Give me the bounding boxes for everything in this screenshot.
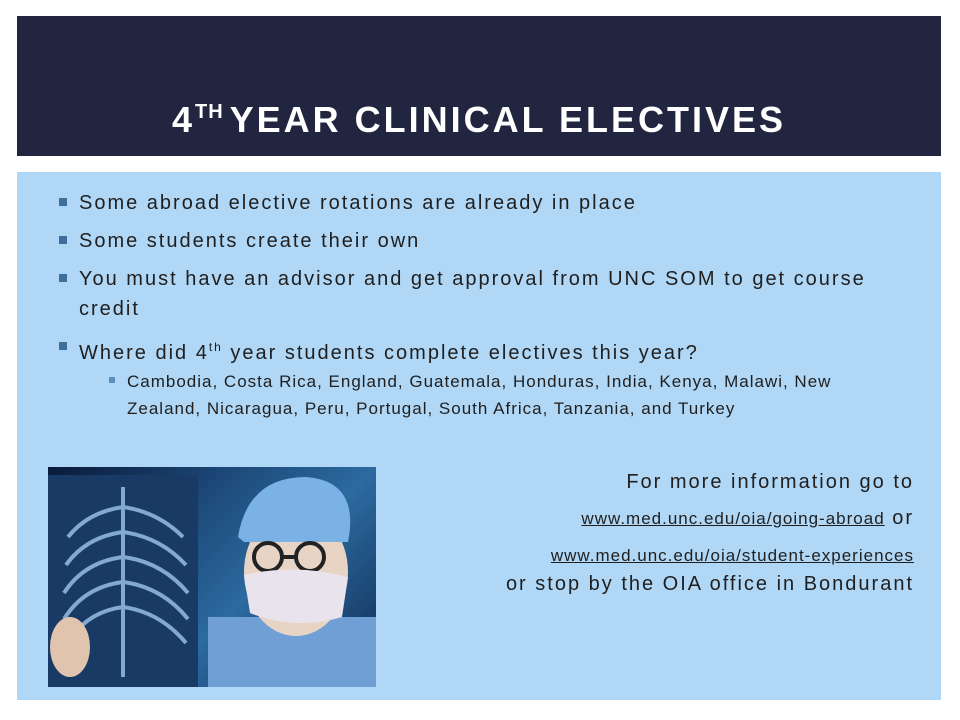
- bullet-text: Some abroad elective rotations are already in place: [79, 192, 637, 214]
- bullet-text: You must have an advisor and get approval from UNC SOM to get course credit: [79, 268, 866, 320]
- bullet-item: [59, 264, 909, 324]
- country-list-text: Cambodia, Costa Rica, England, Guatemala, Honduras, India, Kenya, Malawi, New Zealand, Nicaragua, Peru, Portugal, South Africa, Tanzania, and Turkey: [127, 372, 832, 418]
- title-number: 4: [171, 99, 195, 140]
- link-line-1: [354, 500, 914, 537]
- square-bullet-icon: [59, 198, 67, 206]
- bullet-text-post: year students complete electives this year?: [222, 342, 699, 364]
- doctor-xray-photo: [48, 467, 376, 687]
- surgical-cap: [238, 477, 350, 542]
- bullet-text: Some students create their own: [79, 230, 421, 252]
- going-abroad-link[interactable]: www.med.unc.edu/oia/going-abroad: [581, 509, 885, 528]
- bullet-item: [59, 332, 909, 422]
- title-text: YEAR CLINICAL ELECTIVES: [229, 99, 787, 140]
- bullet-list: [59, 188, 909, 430]
- square-bullet-icon: [59, 236, 67, 244]
- more-info-block: [354, 464, 914, 602]
- surgical-mask: [244, 569, 348, 623]
- bullet-text-pre: Where did 4: [79, 342, 209, 364]
- title-bar: [17, 16, 941, 156]
- or-text: or: [884, 507, 914, 529]
- hand: [50, 617, 90, 677]
- sub-bullet-list: [79, 368, 909, 422]
- student-experiences-link[interactable]: www.med.unc.edu/oia/student-experiences: [550, 546, 914, 565]
- slide-title: [17, 92, 941, 140]
- bullet-item: [59, 188, 909, 218]
- title-ordinal-suffix: TH: [194, 101, 224, 123]
- office-text: or stop by the OIA office in Bondurant: [505, 573, 914, 595]
- bullet-item: [59, 226, 909, 256]
- bullet-text-sup: th: [208, 340, 223, 354]
- square-bullet-icon: [59, 274, 67, 282]
- more-info-heading: For more information go to: [626, 471, 914, 493]
- square-bullet-icon: [109, 377, 115, 383]
- sub-bullet-item: [79, 368, 909, 422]
- xray-illustration: [48, 467, 376, 687]
- square-bullet-icon: [59, 342, 67, 350]
